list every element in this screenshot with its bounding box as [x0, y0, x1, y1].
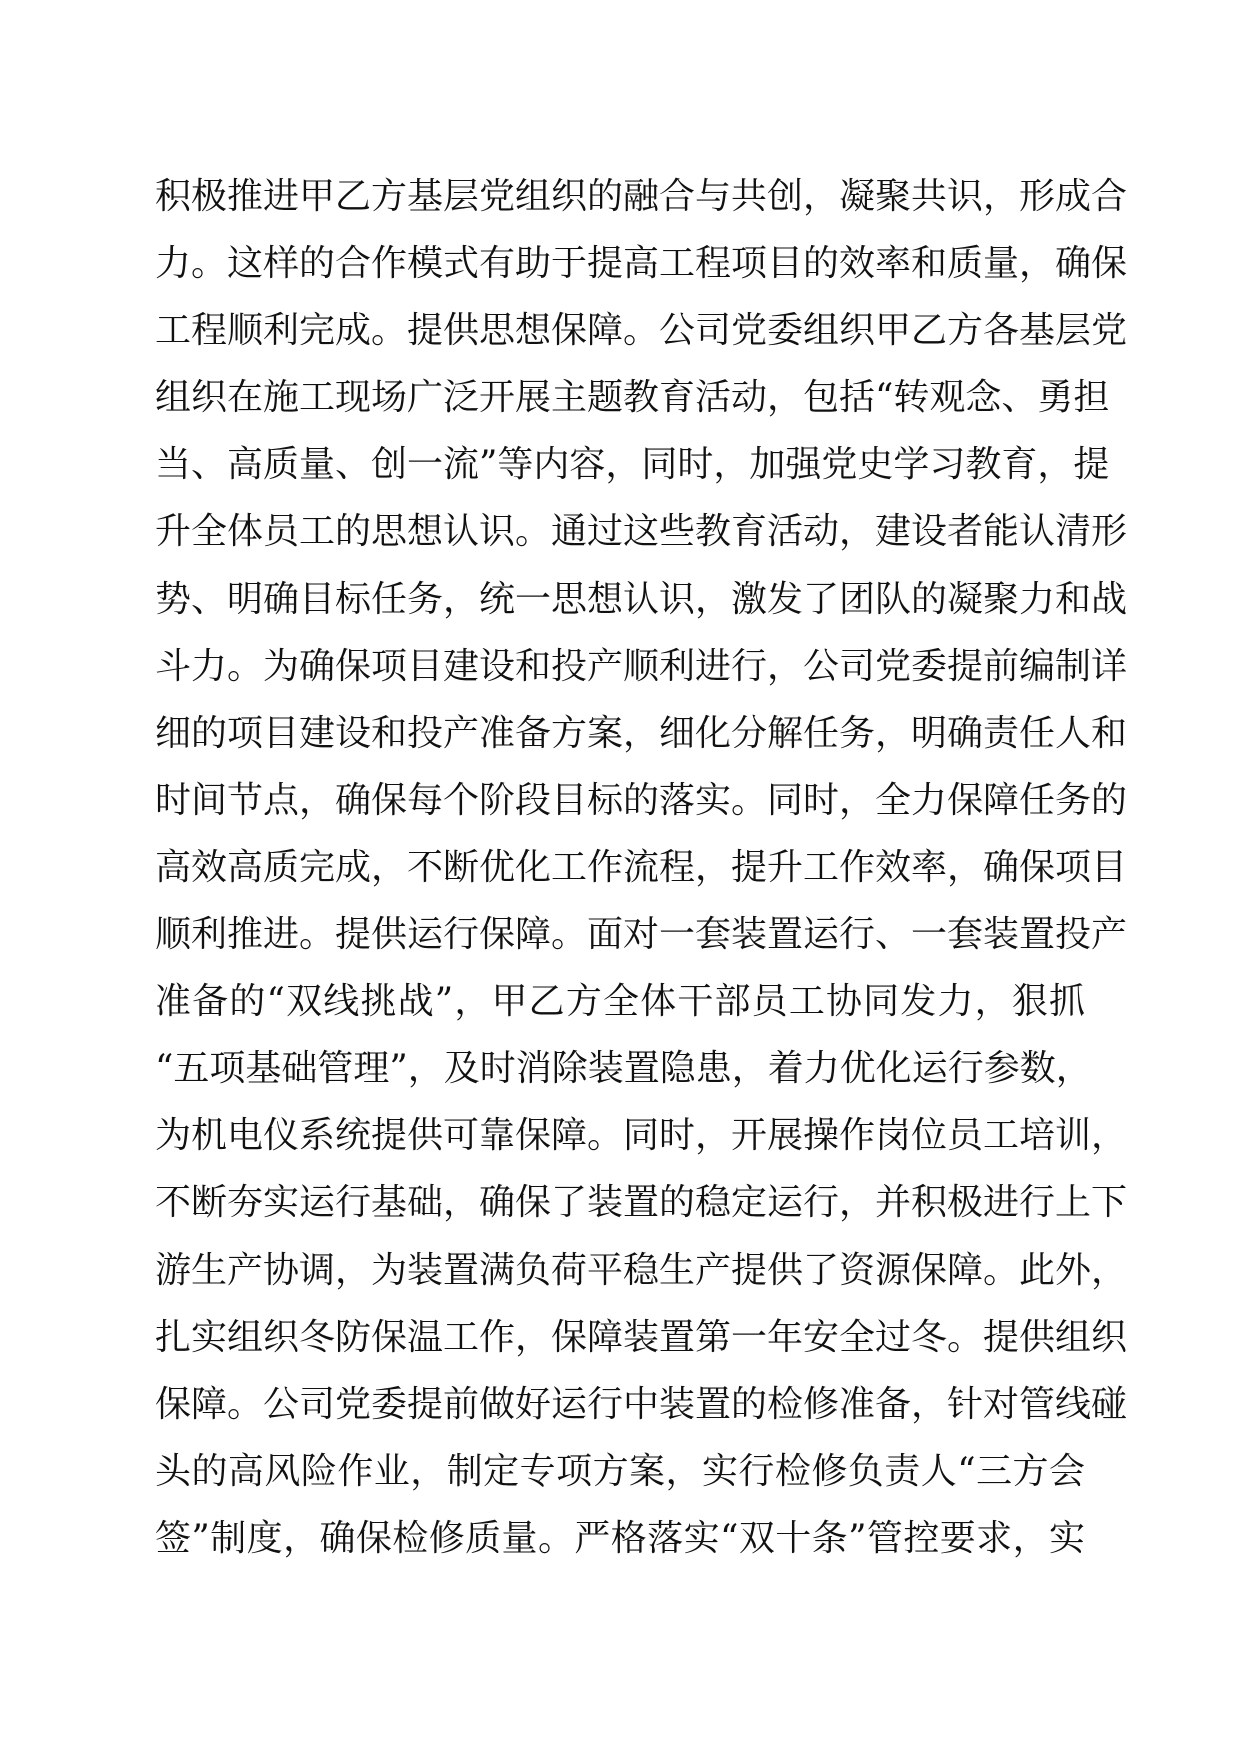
text-line: 升全体员工的思想认识。通过这些教育活动，建设者能认清形 [155, 511, 1128, 553]
body-paragraph [155, 163, 1128, 1572]
text-line: “五项基础管理”，及时消除装置隐患，着力优化运行参数， [155, 1048, 1092, 1090]
text-line: 细的项目建设和投产准备方案，细化分解任务，明确责任人和 [155, 712, 1128, 754]
text-line: 高效高质完成，不断优化工作流程，提升工作效率，确保项目 [155, 846, 1128, 888]
text-line: 准备的“双线挑战”，甲乙方全体干部员工协同发力，狠抓 [155, 981, 1085, 1023]
text-line: 游生产协调，为装置满负荷平稳生产提供了资源保障。此外， [155, 1249, 1128, 1291]
text-line: 不断夯实运行基础，确保了装置的稳定运行，并积极进行上下 [155, 1182, 1128, 1224]
text-line: 积极推进甲乙方基层党组织的融合与共创，凝聚共识，形成合 [155, 176, 1128, 217]
text-line: 当、高质量、创一流”等内容，同时，加强党史学习教育，提 [155, 444, 1110, 486]
text-line: 扎实组织冬防保温工作，保障装置第一年安全过冬。提供组织 [155, 1316, 1128, 1358]
text-line: 工程顺利完成。提供思想保障。公司党委组织甲乙方各基层党 [155, 310, 1128, 352]
text-line: 顺利推进。提供运行保障。面对一套装置运行、一套装置投产 [155, 914, 1128, 956]
text-line: 斗力。为确保项目建设和投产顺利进行，公司党委提前编制详 [155, 645, 1128, 687]
text-line: 为机电仪系统提供可靠保障。同时，开展操作岗位员工培训， [155, 1115, 1128, 1157]
text-line: 组织在施工现场广泛开展主题教育活动，包括“转观念、勇担 [155, 377, 1110, 419]
text-line: 势、明确目标任务，统一思想认识，激发了团队的凝聚力和战 [155, 578, 1128, 620]
text-line: 签”制度，确保检修质量。严格落实“双十条”管控要求，实 [155, 1517, 1085, 1559]
text-line: 力。这样的合作模式有助于提高工程项目的效率和质量，确保 [155, 243, 1128, 285]
text-line: 时间节点，确保每个阶段目标的落实。同时，全力保障任务的 [155, 779, 1128, 821]
text-line: 保障。公司党委提前做好运行中装置的检修准备，针对管线碰 [155, 1383, 1128, 1425]
text-line: 头的高风险作业，制定专项方案，实行检修负责人“三方会 [155, 1450, 1085, 1492]
